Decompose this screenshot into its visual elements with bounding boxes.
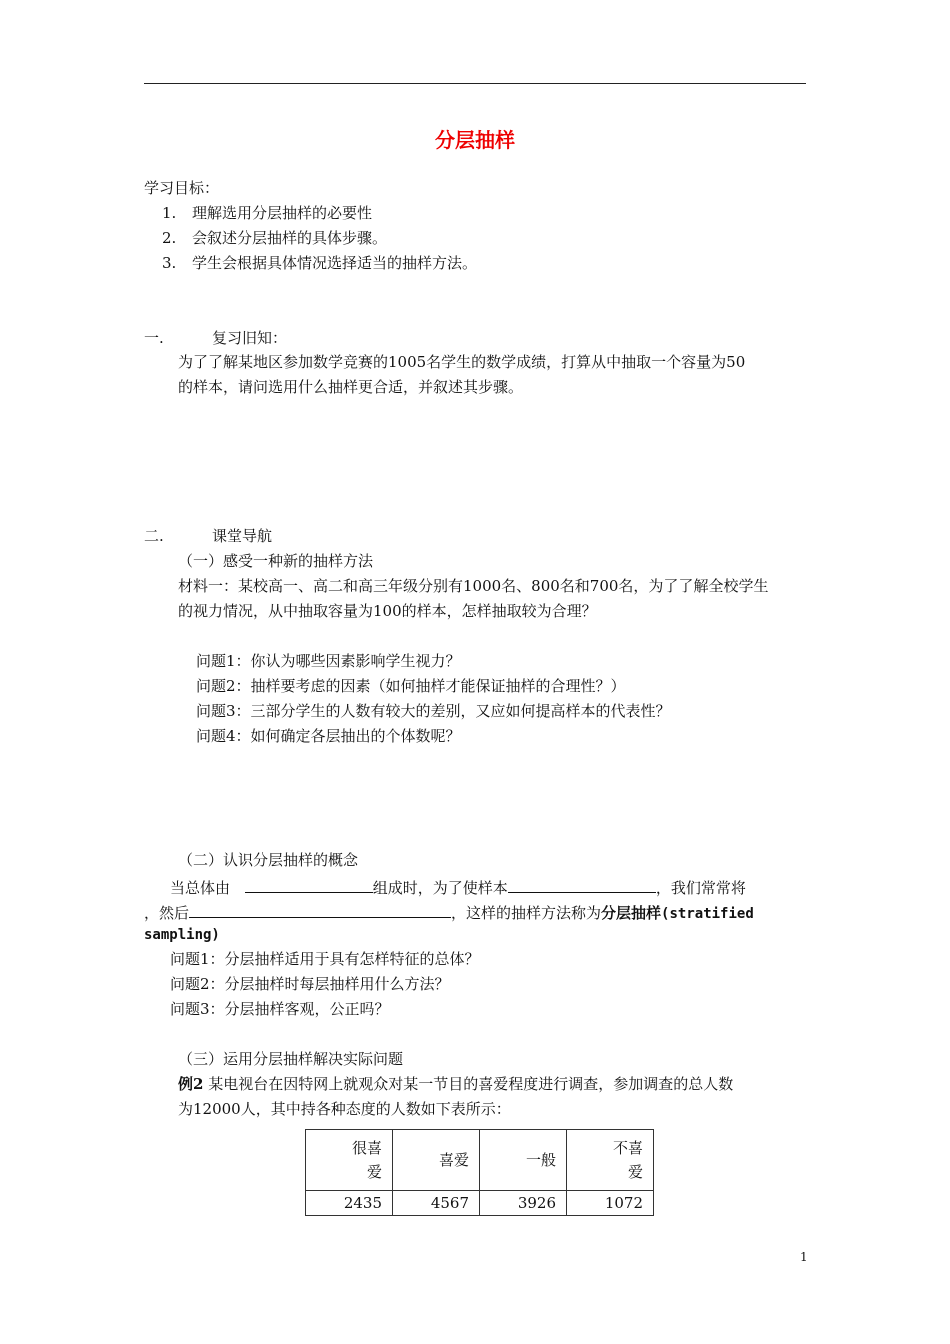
term-english-b: sampling) (144, 927, 220, 943)
objective-num-1: 1. (162, 204, 177, 222)
objective-text-2: 会叙述分层抽样的具体步骤。 (192, 229, 388, 247)
part1-question-3: 问题3：三部分学生的人数有较大的差别，又应如何提高样本的代表性？ (196, 702, 671, 720)
table-header-cell: 一般 (480, 1130, 567, 1191)
part1-question-1: 问题1：你认为哪些因素影响学生视力？ (196, 652, 461, 670)
objective-text-3: 学生会根据具体情况选择适当的抽样方法。 (192, 254, 478, 272)
part1-heading: （一）感受一种新的抽样方法 (178, 552, 374, 570)
section2-heading: 课堂导航 (212, 527, 273, 545)
table-header-cell: 不喜 爱 (567, 1130, 654, 1191)
section1-heading: 复习旧知： (212, 329, 288, 347)
definition-text-e: ，这样的抽样方法称为 (451, 904, 602, 922)
example-line1 (178, 1074, 733, 1094)
objective-text-1: 理解选用分层抽样的必要性 (192, 204, 373, 222)
page-title: 分层抽样 (435, 128, 515, 152)
table-row (306, 1191, 654, 1216)
table-header-cell: 很喜 爱 (306, 1130, 393, 1191)
fill-blank-3[interactable] (189, 900, 451, 918)
section1-number: 一. (144, 329, 164, 347)
definition-text-d: ，然后 (144, 904, 190, 922)
section1-para-line1: 为了了解某地区参加数学竞赛的1005名学生的数学成绩，打算从中抽取一个容量为50 (178, 353, 746, 371)
section1-para-line2: 的样本，请问选用什么抽样更合适，并叙述其步骤。 (178, 378, 524, 396)
part3-heading: （三）运用分层抽样解决实际问题 (178, 1050, 404, 1068)
table-cell: 2435 (306, 1191, 393, 1216)
definition-line1 (170, 875, 746, 898)
example-label: 例2 (178, 1075, 204, 1093)
table-cell: 4567 (393, 1191, 480, 1216)
term-english-a: (stratified (661, 906, 754, 922)
material-line2: 的视力情况，从中抽取容量为100的样本，怎样抽取较为合理？ (178, 602, 597, 620)
attitude-table (305, 1129, 654, 1216)
definition-text-c: ，我们常常将 (655, 879, 746, 897)
section2-number: 二. (144, 527, 164, 545)
definition-text-a: 当总体由 (170, 879, 231, 897)
objective-num-2: 2. (162, 229, 177, 247)
part1-question-4: 问题4：如何确定各层抽出的个体数呢？ (196, 727, 461, 745)
objective-num-3: 3. (162, 254, 177, 272)
objectives-heading: 学习目标： (144, 179, 220, 197)
table-header-cell: 喜爱 (393, 1130, 480, 1191)
part2-question-1: 问题1：分层抽样适用于具有怎样特征的总体？ (170, 950, 480, 968)
term-stratified: 分层抽样 (601, 904, 662, 922)
definition-line2 (144, 900, 754, 924)
fill-blank-2[interactable] (508, 875, 656, 893)
material-line1: 材料一：某校高一、高二和高三年级分别有1000名、800名和700名，为了了解全校学生 (178, 577, 769, 595)
example-text-1: 某电视台在因特网上就观众对某一节目的喜爱程度进行调查，参加调查的总人数 (208, 1075, 734, 1093)
part2-heading: （二）认识分层抽样的概念 (178, 851, 359, 869)
fill-blank-1[interactable] (245, 875, 373, 893)
example-line2: 为12000人，其中持各种态度的人数如下表所示： (178, 1100, 511, 1118)
part2-question-3: 问题3：分层抽样客观，公正吗？ (170, 1000, 390, 1018)
header-rule (144, 83, 806, 84)
table-header-row (306, 1130, 654, 1191)
page-number: 1 (800, 1250, 808, 1264)
table-cell: 3926 (480, 1191, 567, 1216)
part1-question-2: 问题2：抽样要考虑的因素（如何抽样才能保证抽样的合理性？） (196, 677, 626, 695)
definition-text-b: 组成时，为了使样本 (372, 879, 508, 897)
part2-question-2: 问题2：分层抽样时每层抽样用什么方法？ (170, 975, 450, 993)
table-cell: 1072 (567, 1191, 654, 1216)
